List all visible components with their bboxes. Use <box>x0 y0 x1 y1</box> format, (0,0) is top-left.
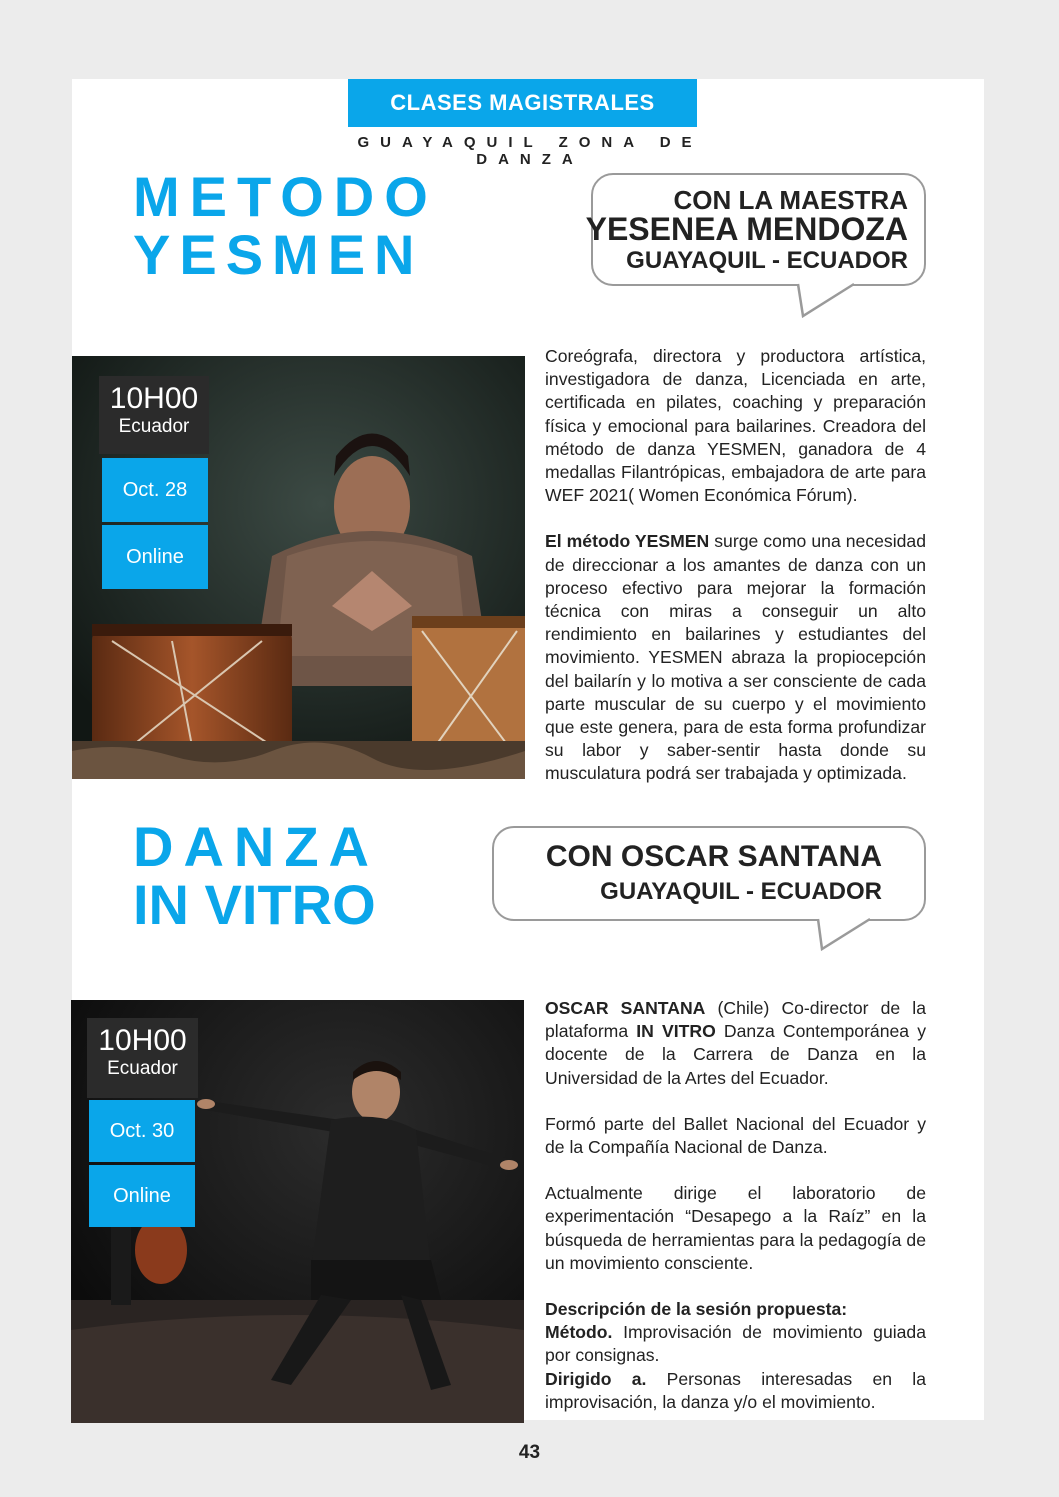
instructor1-speech-bubble <box>585 173 926 286</box>
oscar-santana-photo <box>71 1000 524 1423</box>
bubble1-tail <box>790 282 890 320</box>
class-mode: Online <box>89 1165 195 1227</box>
time-box <box>99 376 209 454</box>
instructor1-name: YESENEA MENDOZA <box>585 211 908 247</box>
method-line <box>545 1321 926 1367</box>
time-box <box>87 1018 198 1098</box>
workshop2-title-line1: DANZA <box>133 815 379 878</box>
session-description-heading <box>545 1298 926 1321</box>
bio-paragraph-1 <box>545 997 926 1090</box>
instructor2-name-bold: OSCAR SANTANA <box>545 998 706 1018</box>
instructor2-speech-bubble <box>492 826 926 921</box>
instructor1-intro: CON LA MAESTRA <box>673 185 908 215</box>
class-mode: Online <box>102 525 208 589</box>
bio-text: Danza Contemporánea y docente de la Carrera de Danza en la Universidad de la Artes del Ecuador. <box>545 1021 926 1088</box>
method-description: surge como una necesidad de direccionar a los amantes de danza con un proceso efectivo para mejorar la formación técnica con miras a conseguir un alto rendimiento en bailarines y estudiantes del movimiento. YESMEN abraza la propiocepción del bailarín y lo motiva a ser consciente de cada parte muscular de su cuerpo y el movimiento que este genera, para de esta forma profundizar su labor y saber-sentir hasta donde su musculatura podrá ser trabajada y optimizada. <box>545 531 926 784</box>
method-paragraph <box>545 530 926 785</box>
class-time: 10H00 <box>109 382 199 415</box>
section-tag: CLASES MAGISTRALES <box>348 79 697 127</box>
platform-name: IN VITRO <box>636 1021 716 1042</box>
method-text: Improvisación de movimiento guiada por consignas. <box>545 1322 926 1366</box>
time-zone: Ecuador <box>107 1058 178 1079</box>
class-date: Oct. 30 <box>89 1100 195 1162</box>
heading-text: Descripción de la sesión propuesta: <box>545 1299 848 1320</box>
bio-text: (Chile) Co-director de la plataforma <box>545 998 926 1042</box>
workshop1-title-line1: METODO <box>133 165 438 228</box>
target-line <box>545 1368 926 1414</box>
yesenea-mendoza-photo <box>72 356 525 779</box>
bubble2-tail <box>810 917 910 953</box>
instructor2-location: GUAYAQUIL - ECUADOR <box>600 878 882 905</box>
workshop1-title-line2: YESMEN <box>133 223 424 286</box>
target-text: Personas interesadas en la improvisación, la danza y/o el movimiento. <box>545 1368 926 1412</box>
page-number: 43 <box>518 1442 541 1463</box>
workshop2-title-line2: IN VITRO <box>133 873 376 936</box>
method-label: Método. <box>545 1322 613 1343</box>
instructor2-name: CON OSCAR SANTANA <box>545 840 882 873</box>
instructor1-location: GUAYAQUIL - ECUADOR <box>626 247 908 274</box>
target-label: Dirigido a. <box>545 1368 647 1389</box>
bio-paragraph-3: Actualmente dirige el laboratorio de experimentación “Desapego a la Raíz” en la búsqueda de herramientas para la pedagogía de un movimiento consciente. <box>545 1183 926 1273</box>
instructor2-bio <box>545 997 926 1414</box>
method-name: El método YESMEN <box>545 531 710 552</box>
bio-paragraph-2: Formó parte del Ballet Nacional del Ecuador y de la Compañía Nacional de Danza. <box>545 1113 926 1158</box>
instructor1-bio <box>545 345 926 786</box>
bio-paragraph: Coreógrafa, directora y productora artística, investigadora de danza, Licenciada en arte, certificada en pilates, coaching y preparación física y emocional para bailarines. Creadora del método de danza YESMEN, ganadora de 4 medallas Filantrópicas, embajadora de arte para WEF 2021( Women Económica Fórum). <box>545 346 926 506</box>
time-zone: Ecuador <box>118 416 190 437</box>
class-date: Oct. 28 <box>102 458 208 522</box>
class-time: 10H00 <box>98 1024 187 1057</box>
section-subtitle: GUAYAQUIL ZONA DE DANZA <box>357 134 703 168</box>
